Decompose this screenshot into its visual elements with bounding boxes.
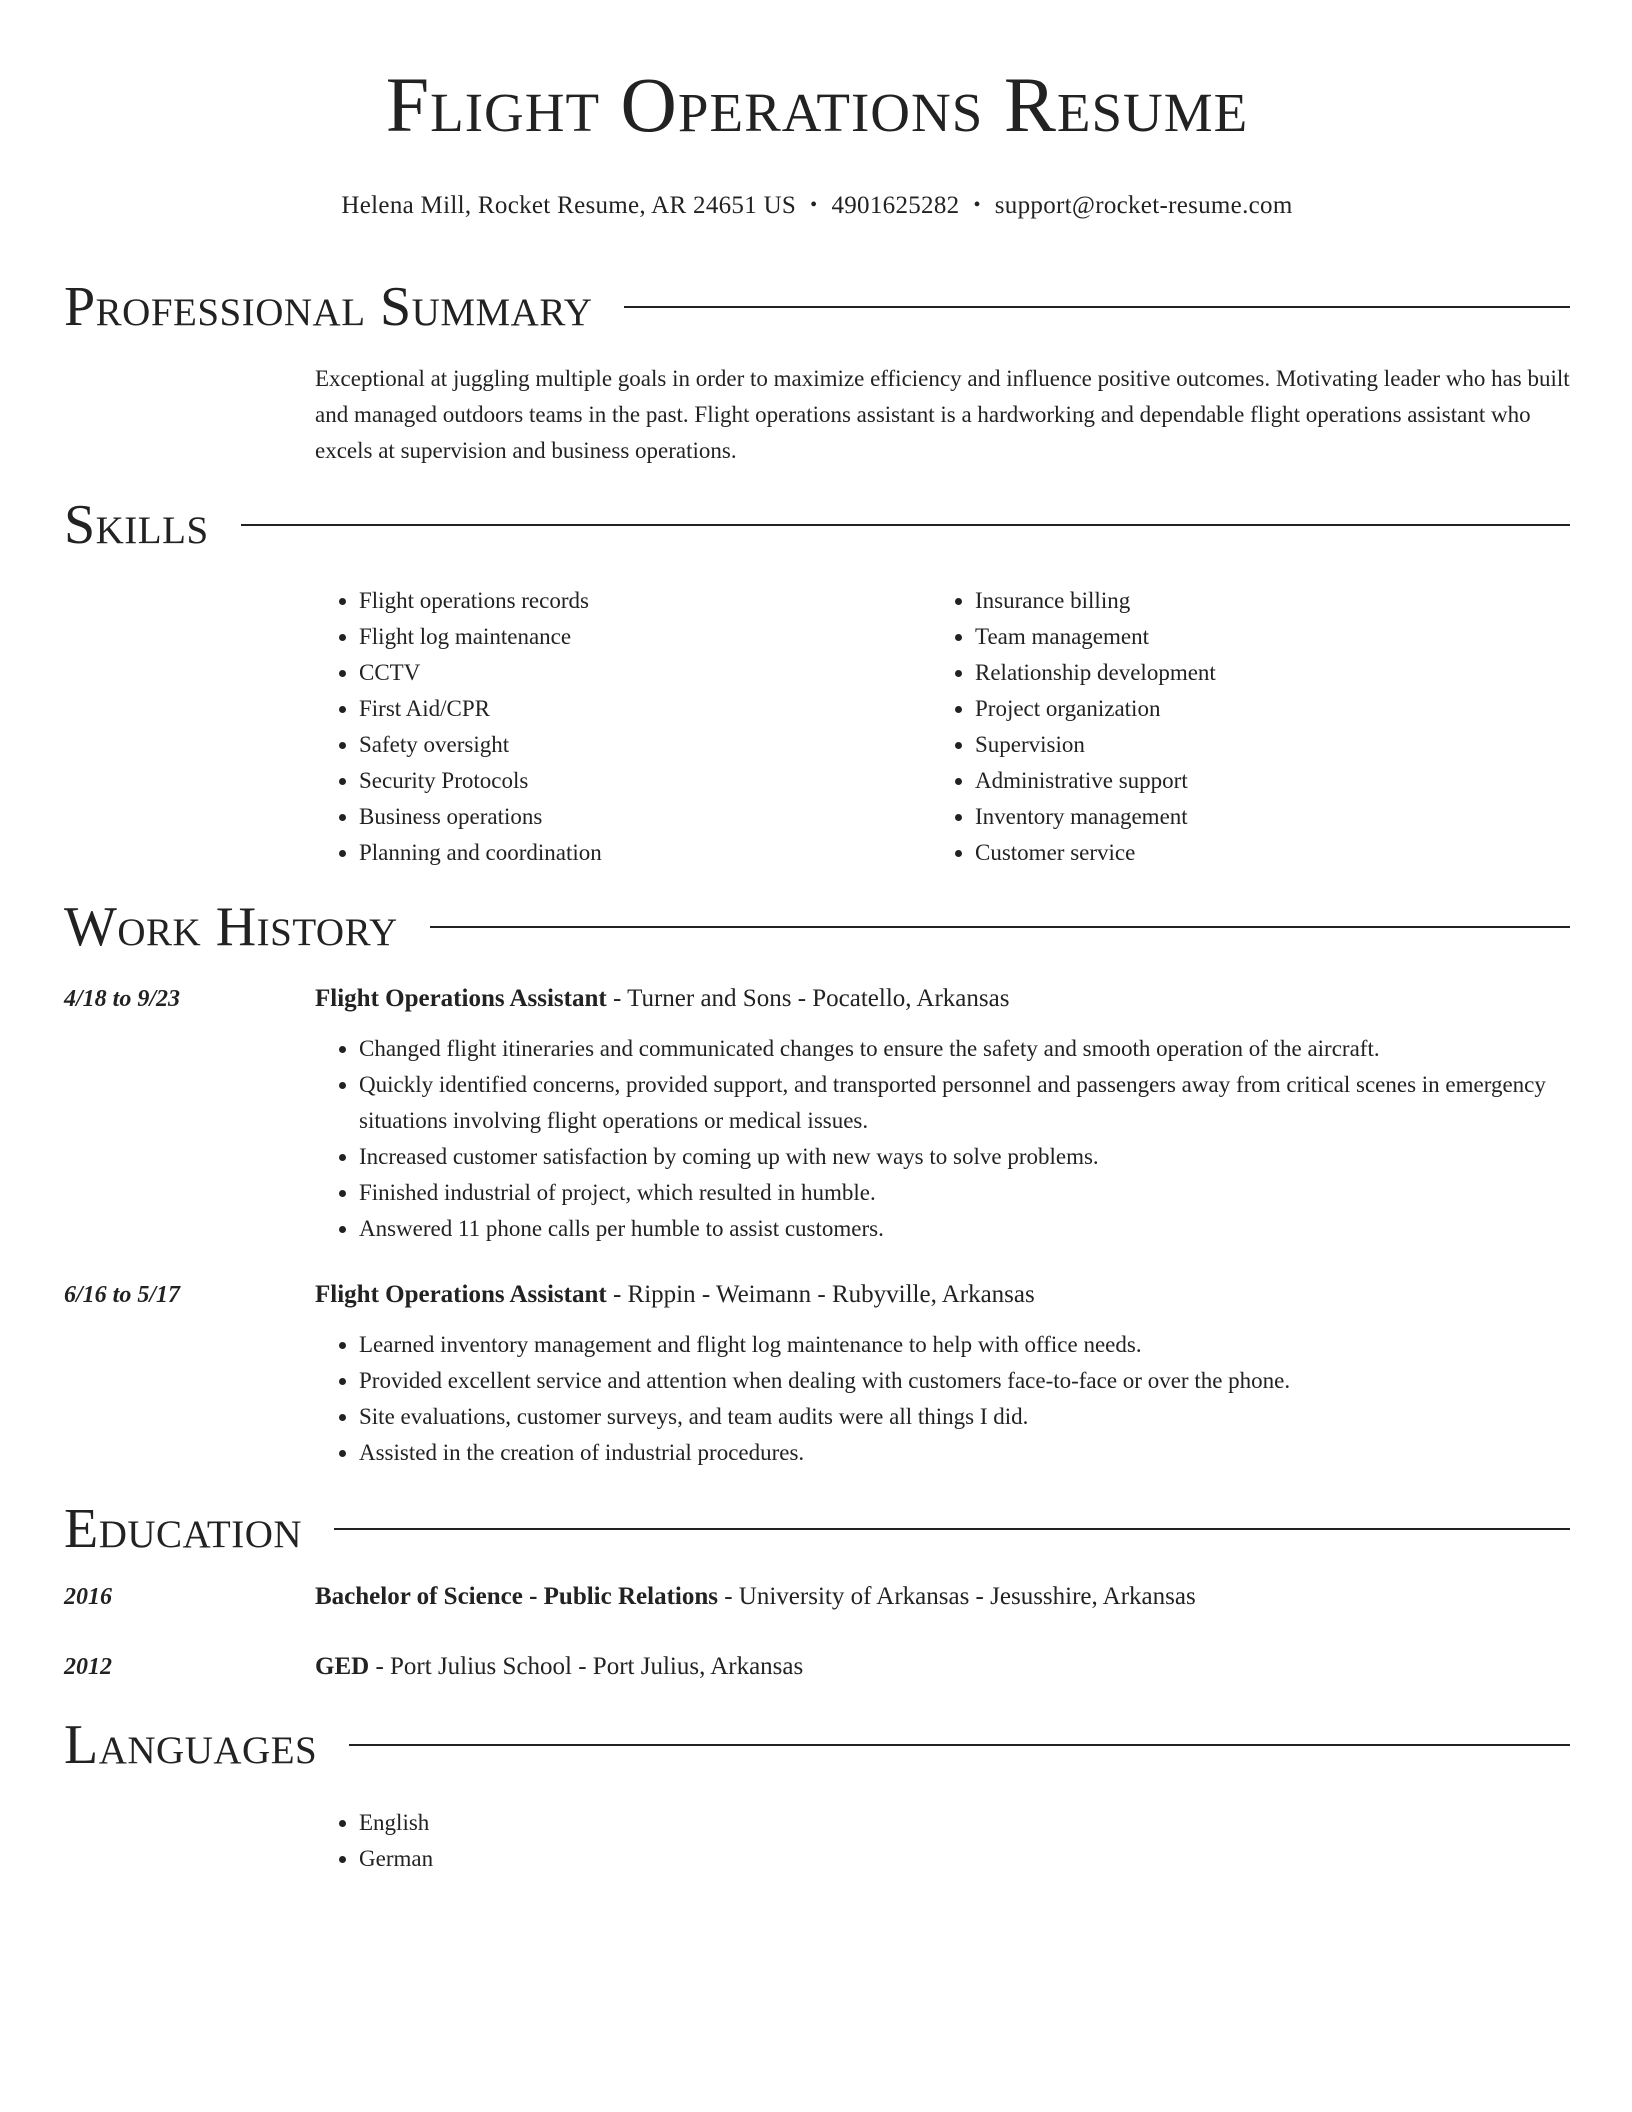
language-item: • English xyxy=(359,1805,1570,1841)
skills-column-left xyxy=(315,583,931,871)
contact-separator: • xyxy=(810,194,818,216)
job-bullet: • Changed flight itineraries and communicated changes to ensure the safety and smooth operation of the aircraft. xyxy=(359,1031,1570,1067)
section-divider xyxy=(349,1744,1570,1746)
job-bullet: • Quickly identified concerns, provided support, and transported personnel and passengers away from critical scenes in emergency situations involving flight operations or medical issues. xyxy=(359,1067,1570,1139)
languages-section xyxy=(64,1715,1570,1877)
education-line xyxy=(315,1579,1570,1615)
job-bullet: • Answered 11 phone calls per humble to assist customers. xyxy=(359,1211,1570,1247)
skill-item: • Relationship development xyxy=(975,655,1547,691)
skill-item: • Flight operations records xyxy=(359,583,931,619)
section-title-summary: Professional Summary xyxy=(64,276,593,338)
section-divider xyxy=(334,1528,1570,1530)
contact-separator: • xyxy=(973,194,981,216)
education-body xyxy=(315,1649,1570,1685)
education-degree: Bachelor of Science - Public Relations xyxy=(315,1583,718,1610)
contact-line xyxy=(64,188,1570,223)
job-bullet: • Provided excellent service and attention when dealing with customers face-to-face or over the phone. xyxy=(359,1363,1570,1399)
job-entry xyxy=(64,1277,1570,1471)
job-title: Flight Operations Assistant xyxy=(315,985,607,1012)
section-title-work-history: Work History xyxy=(64,896,398,958)
skill-item: • Project organization xyxy=(975,691,1547,727)
job-header xyxy=(315,1277,1570,1313)
section-title-skills: Skills xyxy=(64,494,209,556)
language-item: • German xyxy=(359,1841,1570,1877)
contact-address: Helena Mill, Rocket Resume, AR 24651 US xyxy=(341,192,797,219)
skill-item: • Security Protocols xyxy=(359,763,931,799)
skill-item: • Safety oversight xyxy=(359,727,931,763)
education-entry xyxy=(64,1579,1570,1615)
job-title: Flight Operations Assistant xyxy=(315,1281,607,1308)
contact-phone: 4901625282 xyxy=(831,192,960,219)
skills-section xyxy=(64,495,1570,871)
resume-title: Flight Operations Resume xyxy=(385,61,1249,148)
job-bullets xyxy=(315,1327,1570,1471)
section-divider xyxy=(241,524,1570,526)
education-degree: GED xyxy=(315,1653,370,1680)
job-body xyxy=(315,981,1570,1247)
job-bullet: • Learned inventory management and flight log maintenance to help with office needs. xyxy=(359,1327,1570,1363)
languages-list xyxy=(315,1805,1570,1877)
summary-section xyxy=(64,277,1570,469)
job-employer: - Turner and Sons - Pocatello, Arkansas xyxy=(606,985,1010,1012)
job-bullet: • Finished industrial of project, which resulted in humble. xyxy=(359,1175,1570,1211)
skills-list-right xyxy=(931,583,1547,871)
job-bullet: • Increased customer satisfaction by coming up with new ways to solve problems. xyxy=(359,1139,1570,1175)
contact-email: support@rocket-resume.com xyxy=(994,192,1293,219)
education-school: - University of Arkansas - Jesusshire, Arkansas xyxy=(717,1583,1196,1610)
education-year: 2012 xyxy=(64,1654,112,1680)
section-title-languages: Languages xyxy=(64,1714,318,1776)
skill-item: • Business operations xyxy=(359,799,931,835)
section-divider xyxy=(430,926,1570,928)
skill-item: • Customer service xyxy=(975,835,1547,871)
skill-item: • Team management xyxy=(975,619,1547,655)
section-title-education: Education xyxy=(64,1498,303,1560)
education-school: - Port Julius School - Port Julius, Arkansas xyxy=(369,1653,804,1680)
job-header xyxy=(315,981,1570,1017)
job-employer: - Rippin - Weimann - Rubyville, Arkansas xyxy=(606,1281,1035,1308)
job-dates: 4/18 to 9/23 xyxy=(64,986,181,1012)
skill-item: • Flight log maintenance xyxy=(359,619,931,655)
job-body xyxy=(315,1277,1570,1471)
education-line xyxy=(315,1649,1570,1685)
job-bullet: • Site evaluations, customer surveys, and team audits were all things I did. xyxy=(359,1399,1570,1435)
education-body xyxy=(315,1579,1570,1615)
section-header xyxy=(64,897,1570,957)
skill-item: • Supervision xyxy=(975,727,1547,763)
section-divider xyxy=(624,306,1570,308)
skill-item: • Administrative support xyxy=(975,763,1547,799)
education-entry xyxy=(64,1649,1570,1685)
skills-grid xyxy=(315,583,1570,871)
section-header xyxy=(64,1715,1570,1775)
work-history-section xyxy=(64,897,1570,1471)
skills-list-left xyxy=(315,583,931,871)
skill-item: • Inventory management xyxy=(975,799,1547,835)
job-entry xyxy=(64,981,1570,1247)
skill-item: • First Aid/CPR xyxy=(359,691,931,727)
section-header xyxy=(64,495,1570,555)
skill-item: • Insurance billing xyxy=(975,583,1547,619)
languages-content xyxy=(315,1805,1570,1877)
section-header xyxy=(64,277,1570,337)
section-header xyxy=(64,1499,1570,1559)
skill-item: • CCTV xyxy=(359,655,931,691)
education-section xyxy=(64,1499,1570,1685)
job-bullet: • Assisted in the creation of industrial procedures. xyxy=(359,1435,1570,1471)
job-dates: 6/16 to 5/17 xyxy=(64,1282,181,1308)
education-year: 2016 xyxy=(64,1584,112,1610)
skills-column-right xyxy=(931,583,1547,871)
summary-text: Exceptional at juggling multiple goals in order to maximize efficiency and influence positive outcomes. Motivating leader who has built and managed outdoors teams in the past. Flight operations assistant is a hardworking and dependable flight operations assistant who excels at supervision and business operations. xyxy=(315,366,1570,463)
skill-item: • Planning and coordination xyxy=(359,835,931,871)
job-bullets xyxy=(315,1031,1570,1247)
